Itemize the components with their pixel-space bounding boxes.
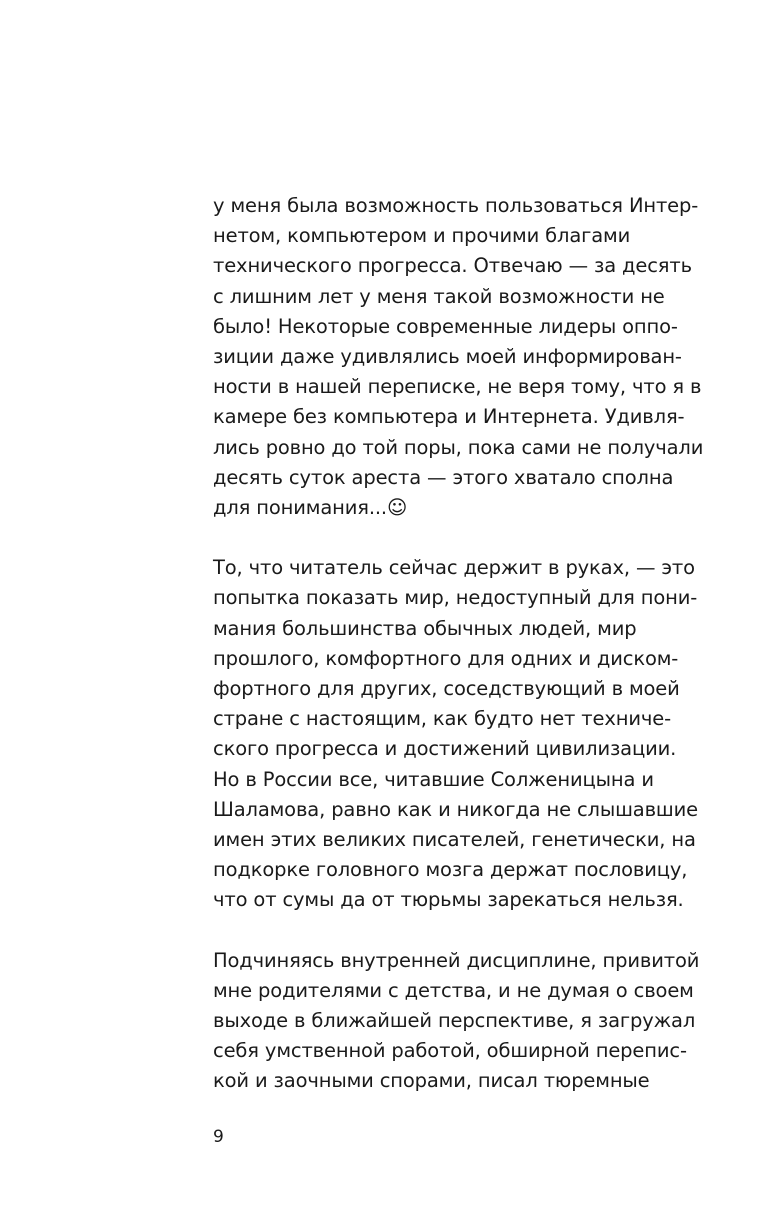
text-line: Но в России все, читавшие Солженицына и (213, 767, 654, 791)
text-line: То, что читатель сейчас держит в руках, — это (213, 556, 695, 580)
text-line: лись ровно до той поры, пока сами не получали (213, 435, 704, 459)
text-line: ности в нашей переписке, не веря тому, что я в (213, 375, 702, 399)
text-line: мне родителями с детства, и не думая о своем (213, 978, 694, 1002)
text-line: было! Некоторые современные лидеры оппо- (213, 314, 678, 338)
text-line: Шаламова, равно как и никогда не слышавшие (213, 797, 698, 821)
text-line: себя умственной работой, обширной перепис- (213, 1039, 687, 1063)
text-line: технического прогресса. Отвечаю — за десять (213, 254, 692, 278)
text-line: прошлого, комфортного для одних и диском- (213, 646, 679, 670)
paragraph-1 (213, 191, 703, 523)
page-text (213, 191, 703, 1097)
text-line: попытка показать мир, недоступный для пони- (213, 586, 698, 610)
paragraph-2 (213, 553, 703, 915)
text-line: выходе в ближайшей перспективе, я загружал (213, 1009, 696, 1033)
text-line: имен этих великих писателей, генетически, на (213, 828, 696, 852)
text-line: с лишним лет у меня такой возможности не (213, 284, 665, 308)
text-line: для понимания...☺ (213, 496, 408, 520)
text-line: у меня была возможность пользоваться Интер- (213, 194, 699, 217)
text-line: фортного для других, соседствующий в моей (213, 677, 680, 701)
text-line: что от сумы да от тюрьмы зарекаться нельзя. (213, 888, 684, 912)
paragraph-3 (213, 946, 703, 1097)
text-line: мания большинства обычных людей, мир (213, 616, 637, 640)
text-line: ского прогресса и достижений цивилизации. (213, 737, 677, 761)
text-line: кой и заочными спорами, писал тюремные (213, 1069, 650, 1093)
page-number: 9 (213, 1127, 224, 1147)
text-line: подкорке головного мозга держат пословицу, (213, 858, 688, 882)
text-line: нетом, компьютером и прочими благами (213, 224, 631, 248)
text-line: десять суток ареста — этого хватало сполна (213, 465, 674, 489)
text-line: Подчиняясь внутренней дисциплине, привитой (213, 948, 700, 972)
text-line: стране с настоящим, как будто нет техниче- (213, 707, 671, 731)
text-line: камере без компьютера и Интернета. Удивля- (213, 405, 685, 429)
text-line: зиции даже удивлялись моей информирован- (213, 345, 682, 369)
